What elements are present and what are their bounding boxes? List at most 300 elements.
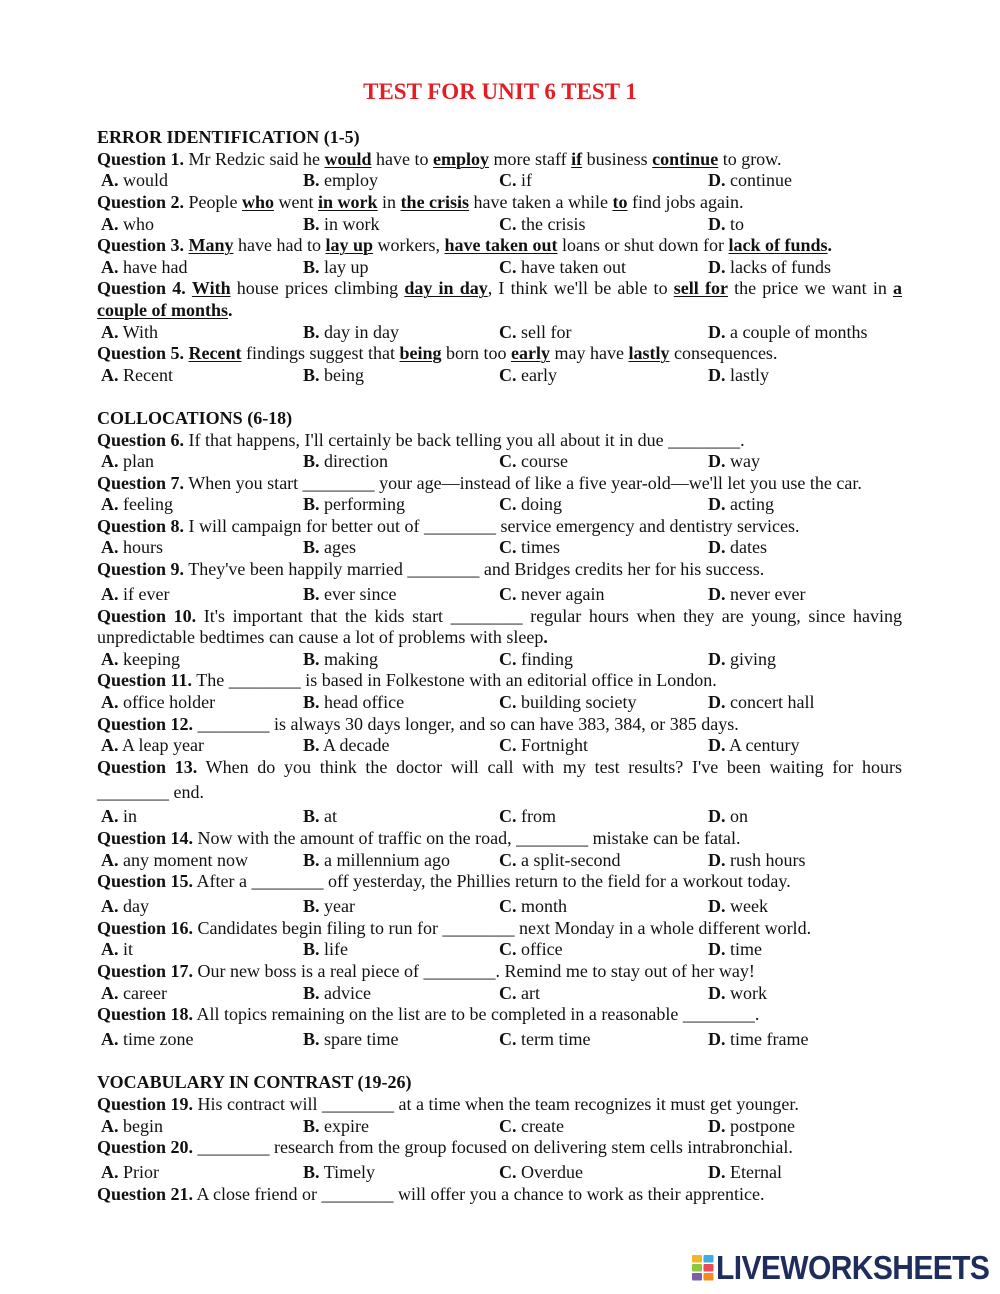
- option-letter: C.: [499, 321, 517, 342]
- option-letter: B.: [303, 584, 320, 605]
- option-letter: A.: [101, 321, 119, 342]
- options-row-12: [97, 735, 902, 757]
- error-candidate-word: Many: [188, 235, 234, 256]
- option-letter: C.: [499, 692, 517, 713]
- option-a: [101, 735, 303, 757]
- option-b: [303, 451, 499, 473]
- option-letter: B.: [303, 213, 320, 234]
- option-c: [499, 214, 708, 236]
- question-text: , I think we'll be able to: [487, 278, 674, 299]
- error-candidate-word: who: [242, 191, 275, 212]
- option-letter: D.: [708, 256, 726, 277]
- question-11: [97, 670, 902, 692]
- option-text: time frame: [730, 1029, 809, 1050]
- option-letter: A.: [101, 692, 119, 713]
- question-4: [97, 278, 902, 321]
- option-c: [499, 584, 708, 606]
- option-text: who: [123, 213, 154, 234]
- question-text: .: [543, 627, 548, 648]
- options-row-18: [97, 1029, 902, 1051]
- option-letter: C.: [499, 451, 517, 472]
- options-row-1: [97, 170, 902, 192]
- question-13: [97, 755, 902, 804]
- question-text: have taken a while: [469, 191, 613, 212]
- option-b: [303, 584, 499, 606]
- question-text: It's important that the kids start ________ regular hours when they are young, since having unpredictable bedtimes can cause a lot of problems with sleep: [97, 605, 903, 648]
- option-text: lastly: [730, 364, 769, 385]
- question-17: [97, 961, 902, 983]
- option-text: have taken out: [521, 256, 626, 277]
- option-a: [101, 537, 303, 559]
- option-b: [303, 896, 499, 918]
- option-letter: A.: [101, 494, 119, 515]
- question-text: find jobs again.: [627, 191, 744, 212]
- option-text: it: [123, 939, 134, 960]
- error-candidate-word: With: [191, 278, 231, 299]
- option-letter: B.: [303, 849, 320, 870]
- question-label: Question 15.: [97, 871, 194, 892]
- option-letter: C.: [499, 1115, 517, 1136]
- question-1: [97, 149, 902, 171]
- option-c: [499, 494, 708, 516]
- option-text: month: [521, 896, 568, 917]
- option-c: [499, 735, 708, 757]
- option-b: [303, 322, 499, 344]
- option-c: [499, 1116, 708, 1138]
- question-text: have had to: [233, 235, 326, 256]
- question-21: [97, 1184, 902, 1206]
- option-letter: D.: [708, 537, 726, 558]
- question-label: Question 12.: [97, 713, 194, 734]
- section-1: [97, 127, 902, 386]
- question-text: Now with the amount of traffic on the road, ________ mistake can be fatal.: [197, 828, 741, 849]
- option-a: [101, 692, 303, 714]
- option-d: [708, 451, 902, 473]
- error-candidate-word: lay up: [325, 235, 374, 256]
- error-candidate-word: early: [511, 343, 550, 364]
- option-text: any moment now: [123, 849, 248, 870]
- error-candidate-word: lastly: [628, 343, 670, 364]
- question-3: [97, 235, 902, 257]
- option-d: [708, 896, 902, 918]
- option-text: work: [730, 982, 767, 1003]
- section-heading: VOCABULARY IN CONTRAST (19-26): [97, 1072, 412, 1093]
- option-letter: D.: [708, 982, 726, 1003]
- question-label: Question 8.: [97, 515, 185, 536]
- option-letter: A.: [101, 451, 119, 472]
- error-candidate-word: sell for: [673, 278, 728, 299]
- option-letter: B.: [303, 982, 320, 1003]
- option-text: sell for: [521, 321, 572, 342]
- option-text: early: [521, 364, 557, 385]
- option-text: A century: [729, 735, 800, 756]
- option-letter: B.: [303, 321, 320, 342]
- option-d: [708, 584, 902, 606]
- question-label: Question 5.: [97, 343, 185, 364]
- option-letter: C.: [499, 982, 517, 1003]
- option-c: [499, 649, 708, 671]
- options-row-4: [97, 322, 902, 344]
- question-text: Mr Redzic said he: [188, 148, 325, 169]
- option-text: feeling: [123, 494, 173, 515]
- logo-tile: [704, 1264, 714, 1272]
- question-text: consequences.: [669, 343, 778, 364]
- option-a: [101, 649, 303, 671]
- options-row-15: [97, 896, 902, 918]
- option-b: [303, 1029, 499, 1051]
- option-a: [101, 1162, 303, 1184]
- option-b: [303, 983, 499, 1005]
- option-a: [101, 896, 303, 918]
- option-text: performing: [324, 494, 405, 515]
- question-7: [97, 473, 902, 495]
- option-text: being: [324, 364, 365, 385]
- question-label: Question 9.: [97, 559, 185, 580]
- option-letter: A.: [101, 1029, 119, 1050]
- option-d: [708, 649, 902, 671]
- option-letter: D.: [708, 806, 726, 827]
- option-b: [303, 537, 499, 559]
- option-text: day in day: [324, 321, 399, 342]
- option-letter: A.: [101, 256, 119, 277]
- option-text: spare time: [324, 1029, 399, 1050]
- option-letter: B.: [303, 256, 320, 277]
- option-c: [499, 983, 708, 1005]
- option-c: [499, 806, 708, 828]
- option-text: if: [521, 170, 532, 191]
- option-c: [499, 692, 708, 714]
- option-b: [303, 1162, 499, 1184]
- option-letter: C.: [499, 537, 517, 558]
- question-text: Our new boss is a real piece of ________. Remind me to stay out of her way!: [197, 961, 755, 982]
- option-letter: D.: [708, 648, 726, 669]
- error-candidate-word: Recent: [188, 343, 242, 364]
- option-letter: C.: [499, 648, 517, 669]
- question-text: loans or shut down for: [557, 235, 729, 256]
- options-row-16: [97, 939, 902, 961]
- option-b: [303, 494, 499, 516]
- question-18: [97, 1004, 902, 1026]
- question-14: [97, 828, 902, 850]
- error-candidate-word: day in day: [404, 278, 488, 299]
- option-c: [499, 939, 708, 961]
- error-candidate-word: would: [324, 148, 372, 169]
- option-text: times: [521, 537, 560, 558]
- question-label: Question 11.: [97, 670, 193, 691]
- option-b: [303, 850, 499, 872]
- logo-tile: [704, 1273, 714, 1281]
- question-text: born too: [441, 343, 512, 364]
- option-letter: C.: [499, 806, 517, 827]
- option-text: doing: [521, 494, 563, 515]
- option-text: a split-second: [521, 849, 621, 870]
- option-letter: C.: [499, 849, 517, 870]
- option-b: [303, 257, 499, 279]
- question-15: [97, 871, 902, 893]
- option-text: plan: [123, 451, 154, 472]
- option-text: week: [730, 896, 768, 917]
- error-candidate-word: employ: [433, 148, 489, 169]
- option-text: a couple of months: [730, 321, 868, 342]
- question-label: Question 7.: [97, 472, 185, 493]
- option-text: office: [521, 939, 563, 960]
- option-letter: C.: [499, 735, 517, 756]
- question-label: Question 18.: [97, 1004, 194, 1025]
- option-letter: B.: [303, 451, 320, 472]
- option-text: the crisis: [521, 213, 586, 234]
- option-letter: A.: [101, 1115, 119, 1136]
- option-letter: A.: [101, 537, 119, 558]
- option-c: [499, 537, 708, 559]
- option-text: day: [123, 896, 149, 917]
- option-letter: D.: [708, 692, 726, 713]
- option-text: head office: [324, 692, 405, 713]
- question-label: Question 3.: [97, 235, 185, 256]
- question-12: [97, 714, 902, 736]
- option-b: [303, 735, 499, 757]
- question-text: house prices climbing: [230, 278, 405, 299]
- option-a: [101, 494, 303, 516]
- question-text: may have: [550, 343, 629, 364]
- option-letter: B.: [303, 648, 320, 669]
- question-8: [97, 516, 902, 538]
- question-text: His contract will ________ at a time when the team recognizes it must get younger.: [197, 1093, 799, 1114]
- option-text: postpone: [730, 1115, 795, 1136]
- option-c: [499, 170, 708, 192]
- options-row-5: [97, 365, 902, 387]
- option-text: way: [730, 451, 760, 472]
- question-text: to grow.: [718, 148, 782, 169]
- logo-tile: [704, 1255, 714, 1263]
- option-text: begin: [123, 1115, 163, 1136]
- section-heading: ERROR IDENTIFICATION (1-5): [97, 127, 360, 148]
- option-letter: D.: [708, 735, 726, 756]
- option-text: year: [324, 896, 355, 917]
- option-letter: D.: [708, 494, 726, 515]
- option-text: acting: [730, 494, 774, 515]
- question-label: Question 20.: [97, 1137, 194, 1158]
- option-letter: B.: [303, 1162, 320, 1183]
- error-candidate-word: have taken out: [444, 235, 558, 256]
- option-letter: D.: [708, 1115, 726, 1136]
- option-text: A decade: [323, 735, 390, 756]
- option-d: [708, 983, 902, 1005]
- option-d: [708, 850, 902, 872]
- options-row-6: [97, 451, 902, 473]
- question-text: When do you think the doctor will call with my test results? I've been waiting for hours ________ end.: [97, 757, 902, 802]
- option-letter: C.: [499, 364, 517, 385]
- question-text: went: [274, 191, 319, 212]
- option-text: course: [521, 451, 568, 472]
- option-letter: A.: [101, 982, 119, 1003]
- question-label: Question 21.: [97, 1183, 194, 1204]
- option-d: [708, 939, 902, 961]
- question-text: Candidates begin filing to run for ________ next Monday in a whole different world.: [197, 917, 812, 938]
- question-10: [97, 606, 902, 649]
- option-text: in work: [324, 213, 380, 234]
- question-label: Question 4.: [97, 278, 186, 299]
- option-letter: B.: [303, 537, 320, 558]
- option-a: [101, 1029, 303, 1051]
- question-text: .: [827, 235, 833, 256]
- option-text: Eternal: [730, 1162, 782, 1183]
- options-row-17: [97, 983, 902, 1005]
- options-row-13: [97, 806, 902, 828]
- option-text: hours: [123, 537, 163, 558]
- options-row-3: [97, 257, 902, 279]
- option-d: [708, 1162, 902, 1184]
- option-c: [499, 257, 708, 279]
- option-text: never again: [521, 584, 605, 605]
- option-b: [303, 692, 499, 714]
- option-text: keeping: [123, 648, 180, 669]
- question-label: Question 19.: [97, 1093, 194, 1114]
- page-title: TEST FOR UNIT 6 TEST 1: [363, 79, 637, 104]
- option-d: [708, 365, 902, 387]
- question-9: [97, 559, 902, 581]
- option-b: [303, 806, 499, 828]
- error-candidate-word: lack of funds: [728, 235, 828, 256]
- option-letter: B.: [303, 494, 320, 515]
- option-d: [708, 494, 902, 516]
- option-letter: A.: [101, 939, 119, 960]
- option-text: time zone: [123, 1029, 194, 1050]
- option-letter: C.: [499, 584, 517, 605]
- question-text: People: [188, 191, 243, 212]
- options-row-9: [97, 584, 902, 606]
- option-text: term time: [521, 1029, 591, 1050]
- option-c: [499, 322, 708, 344]
- option-text: Timely: [323, 1162, 376, 1183]
- option-letter: A.: [101, 806, 119, 827]
- option-d: [708, 692, 902, 714]
- option-text: in: [123, 806, 138, 827]
- option-letter: D.: [708, 939, 726, 960]
- option-d: [708, 806, 902, 828]
- option-a: [101, 806, 303, 828]
- option-c: [499, 451, 708, 473]
- option-text: office holder: [123, 692, 216, 713]
- error-candidate-word: continue: [652, 148, 719, 169]
- option-text: advice: [324, 982, 371, 1003]
- question-5: [97, 343, 902, 365]
- option-b: [303, 170, 499, 192]
- option-a: [101, 170, 303, 192]
- option-letter: D.: [708, 213, 726, 234]
- options-row-8: [97, 537, 902, 559]
- option-text: never ever: [730, 584, 806, 605]
- option-text: time: [730, 939, 762, 960]
- option-a: [101, 451, 303, 473]
- logo-tile: [692, 1255, 702, 1263]
- option-b: [303, 214, 499, 236]
- option-c: [499, 365, 708, 387]
- option-text: A leap year: [122, 735, 204, 756]
- question-label: Question 1.: [97, 148, 185, 169]
- option-letter: D.: [708, 849, 726, 870]
- option-letter: D.: [708, 896, 726, 917]
- option-letter: B.: [303, 806, 320, 827]
- option-letter: B.: [303, 364, 320, 385]
- option-letter: D.: [708, 451, 726, 472]
- option-letter: B.: [303, 1115, 320, 1136]
- option-letter: D.: [708, 584, 726, 605]
- error-candidate-word: a couple of months: [97, 278, 903, 320]
- section-heading: COLLOCATIONS (6-18): [97, 407, 293, 428]
- option-letter: B.: [303, 1029, 320, 1050]
- option-text: ages: [324, 537, 356, 558]
- option-c: [499, 850, 708, 872]
- option-text: have had: [123, 256, 188, 277]
- option-a: [101, 1116, 303, 1138]
- option-text: concert hall: [730, 692, 815, 713]
- option-text: art: [521, 982, 540, 1003]
- option-a: [101, 983, 303, 1005]
- option-text: lacks of funds: [730, 256, 831, 277]
- option-text: building society: [521, 692, 637, 713]
- logo-text: LIVEWORKSHEETS: [716, 1249, 990, 1287]
- error-candidate-word: in work: [318, 191, 378, 212]
- question-text: the price we want in: [727, 278, 894, 299]
- option-text: dates: [730, 537, 767, 558]
- question-text: They've been happily married ________ and Bridges credits her for his success.: [188, 559, 765, 580]
- option-text: rush hours: [730, 849, 806, 870]
- question-label: Question 10.: [97, 605, 197, 626]
- option-b: [303, 649, 499, 671]
- option-d: [708, 170, 902, 192]
- option-text: Recent: [123, 364, 173, 385]
- option-d: [708, 735, 902, 757]
- options-row-11: [97, 692, 902, 714]
- question-text: business: [582, 148, 653, 169]
- error-candidate-word: to: [612, 191, 628, 212]
- option-letter: A.: [101, 170, 119, 191]
- logo-tile: [692, 1264, 702, 1272]
- option-d: [708, 1029, 902, 1051]
- option-a: [101, 584, 303, 606]
- option-d: [708, 322, 902, 344]
- option-a: [101, 322, 303, 344]
- question-text: findings suggest that: [241, 343, 400, 364]
- option-a: [101, 365, 303, 387]
- option-letter: B.: [303, 735, 320, 756]
- option-text: With: [122, 321, 158, 342]
- question-6: [97, 430, 902, 452]
- option-letter: C.: [499, 256, 517, 277]
- question-text: When you start ________ your age—instead of like a five year-old—we'll let you use the car.: [188, 472, 862, 493]
- option-text: if ever: [123, 584, 170, 605]
- option-letter: A.: [101, 849, 119, 870]
- option-text: direction: [324, 451, 388, 472]
- question-20: [97, 1137, 902, 1159]
- option-text: Overdue: [521, 1162, 583, 1183]
- error-candidate-word: the crisis: [400, 191, 470, 212]
- option-letter: A.: [101, 648, 119, 669]
- option-letter: A.: [101, 364, 119, 385]
- error-candidate-word: if: [571, 148, 583, 169]
- option-a: [101, 939, 303, 961]
- option-text: create: [521, 1115, 564, 1136]
- section-3: [97, 1072, 902, 1205]
- question-label: Question 14.: [97, 828, 194, 849]
- question-text: have to: [371, 148, 433, 169]
- question-19: [97, 1094, 902, 1116]
- option-text: lay up: [324, 256, 369, 277]
- liveworksheets-logo-icon: [692, 1255, 714, 1281]
- question-label: Question 2.: [97, 191, 185, 212]
- question-text: in: [377, 191, 401, 212]
- option-letter: C.: [499, 896, 517, 917]
